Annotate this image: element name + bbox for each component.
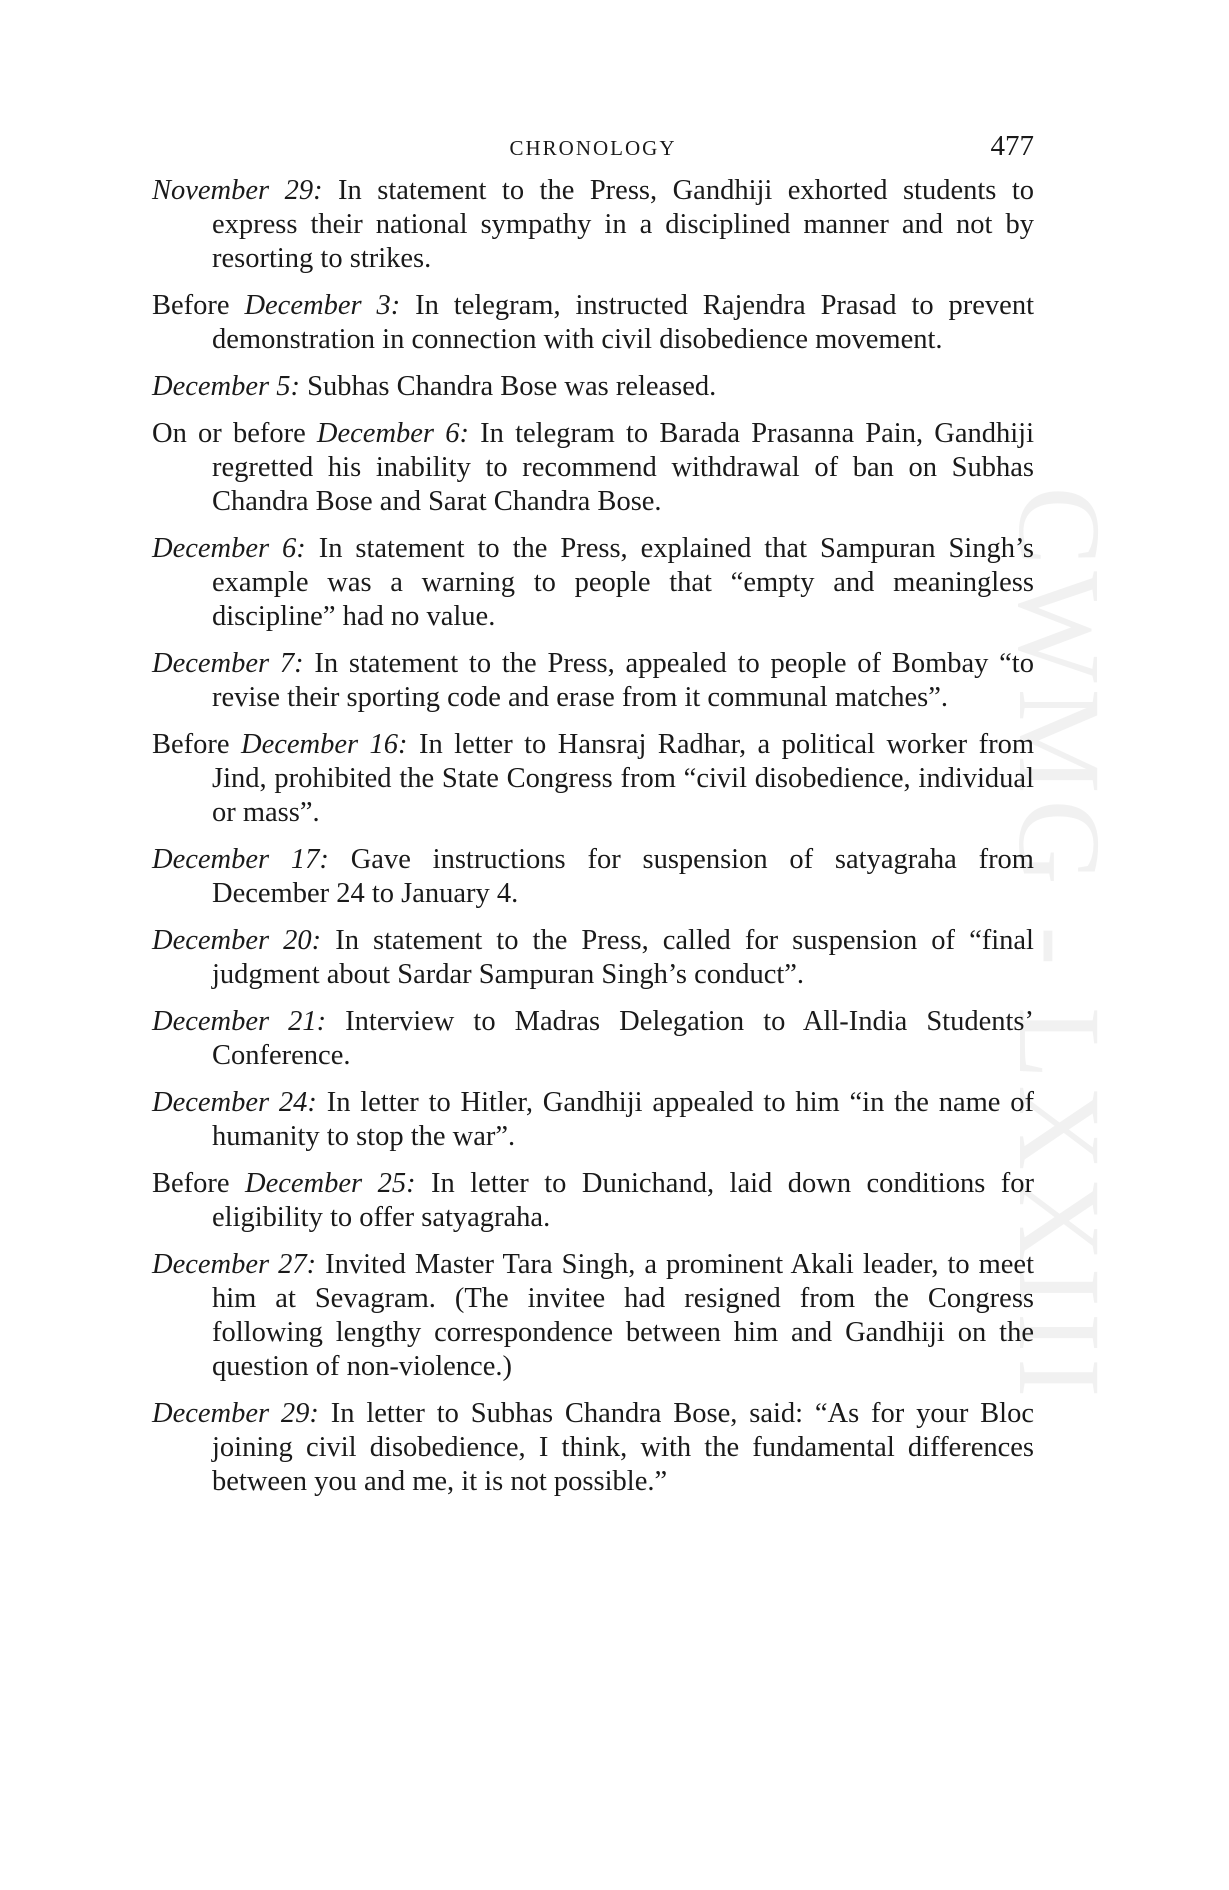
entry-text: In telegram to Barada Prasanna Pain, Gandhiji regretted his inability to recommend withdrawal of ban on Subhas Chandra Bose and Sarat Chandra Bose.	[212, 418, 1034, 517]
chronology-entry	[152, 728, 1034, 830]
chronology-entry	[152, 1397, 1034, 1499]
chronology-entry	[152, 532, 1034, 634]
chronology-entry	[152, 370, 1034, 404]
entry-text: In statement to the Press, explained that Sampuran Singh’s example was a warning to people that “empty and meaningless discipline” had no value.	[212, 533, 1034, 632]
entry-date: November 29:	[152, 175, 323, 206]
chronology-entry	[152, 289, 1034, 357]
chronology-entry	[152, 417, 1034, 519]
entry-date: December 16:	[240, 729, 408, 760]
watermark-text: CWMG - LXXIII	[994, 486, 1125, 1404]
chronology-entry	[152, 1086, 1034, 1154]
entry-date: December 5:	[152, 371, 300, 402]
entry-text: Gave instructions for suspension of satyagraha from December 24 to January 4.	[212, 844, 1034, 909]
entry-date: December 3:	[244, 290, 401, 321]
entry-date: December 6:	[316, 418, 469, 449]
chronology-entry	[152, 1167, 1034, 1235]
chronology-entry	[152, 1005, 1034, 1073]
entry-date: December 21:	[152, 1006, 327, 1037]
entry-text: In statement to the Press, appealed to people of Bombay “to revise their sporting code and erase from it communal matches”.	[212, 648, 1034, 713]
entry-date: December 20:	[152, 925, 322, 956]
entry-date: December 24:	[152, 1087, 317, 1118]
entry-prefix: Before	[152, 729, 241, 760]
entry-date: December 25:	[245, 1168, 416, 1199]
page-header	[152, 128, 1034, 168]
entry-text: In letter to Hitler, Gandhiji appealed to him “in the name of humanity to stop the war”.	[212, 1087, 1034, 1152]
entry-prefix: Before	[152, 290, 245, 321]
entry-text: In telegram, instructed Rajendra Prasad to prevent demonstration in connection with civil disobedience movement.	[212, 290, 1034, 355]
entry-prefix: On or before	[152, 418, 317, 449]
entry-prefix: Before	[152, 1168, 246, 1199]
chronology-entry	[152, 1248, 1034, 1384]
running-head: CHRONOLOGY	[509, 136, 677, 160]
entry-text: Interview to Madras Delegation to All-India Students’ Conference.	[212, 1006, 1034, 1071]
page	[152, 128, 1034, 1512]
entry-date: December 7:	[152, 648, 304, 679]
entry-text: In statement to the Press, Gandhiji exhorted students to express their national sympathy in a disciplined manner and not by resorting to strikes.	[212, 175, 1034, 274]
page-number: 477	[990, 130, 1034, 162]
entry-text: Invited Master Tara Singh, a prominent Akali leader, to meet him at Sevagram. (The invitee had resigned from the Congress following lengthy correspondence between him and Gandhiji on the question of non-violence.)	[212, 1249, 1034, 1382]
entry-date: December 29:	[152, 1398, 319, 1429]
chronology-entry	[152, 924, 1034, 992]
entry-text: In letter to Dunichand, laid down conditions for eligibility to offer satyagraha.	[212, 1168, 1034, 1233]
chronology-entry	[152, 843, 1034, 911]
entry-text: Subhas Chandra Bose was released.	[299, 371, 717, 402]
entry-date: December 17:	[152, 844, 329, 875]
entry-text: In letter to Subhas Chandra Bose, said: “As for your Bloc joining civil disobedience, I think, with the fundamental differences between you and me, it is not possible.”	[212, 1398, 1034, 1497]
chronology-entry	[152, 174, 1034, 276]
chronology-list	[152, 174, 1034, 1499]
entry-date: December 27:	[152, 1249, 317, 1280]
entry-date: December 6:	[152, 533, 306, 564]
entry-text: In statement to the Press, called for suspension of “final judgment about Sardar Sampuran Singh’s conduct”.	[212, 925, 1034, 990]
entry-text: In letter to Hansraj Radhar, a political worker from Jind, prohibited the State Congress from “civil disobedience, individual or mass”.	[212, 729, 1034, 828]
chronology-entry	[152, 647, 1034, 715]
